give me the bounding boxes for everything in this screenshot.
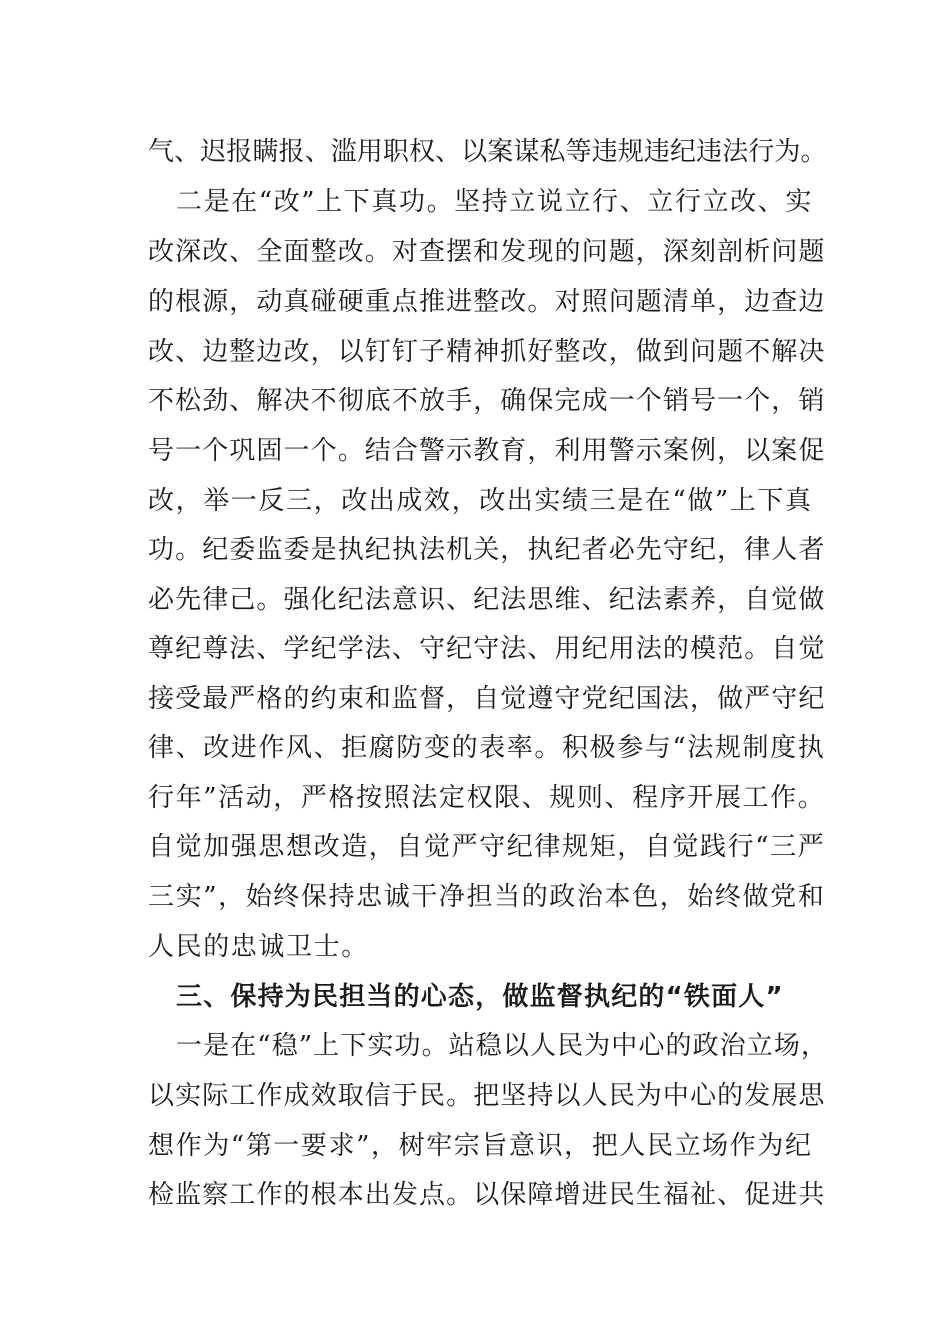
text-line: 气、迟报瞒报、滥用职权、以案谋私等违规违纪违法行为。 [148,137,827,167]
text-line: 一是在“稳”上下实功。站稳以人民为中心的政治立场， [176,1031,829,1061]
text-line: 接受最严格的约束和监督，自觉遵守党纪国法，做严守纪 [148,684,826,714]
section-heading: 三、保持为民担当的心态，做监督执纪的“铁面人” [176,982,784,1012]
text-line: 不松劲、解决不彻底不放手，确保完成一个销号一个，销 [148,386,826,416]
text-line: 检监察工作的根本出发点。以保障增进民生福祉、促进共 [148,1180,826,1210]
text-line: 改，举一反三，改出成效，改出实绩三是在“做”上下真 [148,486,813,516]
text-line: 号一个巩固一个。结合警示教育，利用警示案例，以案促 [148,436,826,466]
text-line: 改、边整边改，以钉钉子精神抓好整改，做到问题不解决 [148,337,826,367]
text-line: 自觉加强思想改造，自觉严守纪律规矩，自觉践行“三严 [148,832,826,862]
text-line: 的根源，动真碰硬重点推进整改。对照问题清单，边查边 [148,287,826,317]
text-line: 必先律己。强化纪法意识、纪法思维、纪法素养，自觉做 [148,585,826,615]
text-line: 功。纪委监委是执纪执法机关，执纪者必先守纪，律人者 [148,535,826,565]
text-line: 改深改、全面整改。对查摆和发现的问题，深刻剖析问题 [148,237,826,267]
text-line: 人民的忠诚卫士。 [148,932,369,962]
text-line: 想作为“第一要求”，树牢宗旨意识，把人民立场作为纪 [148,1131,813,1161]
text-line: 尊纪尊法、学纪学法、守纪守法、用纪用法的模范。自觉 [148,634,826,664]
text-line: 律、改进作风、拒腐防变的表率。积极参与“法规制度执 [148,733,826,763]
text-line: 三实”，始终保持忠诚干净担当的政治本色，始终做党和 [148,882,826,912]
text-line: 二是在“改”上下真功。坚持立说立行、立行立改、实 [176,187,813,217]
text-line: 行年”活动，严格按照法定权限、规则、程序开展工作。 [148,783,826,813]
text-line: 以实际工作成效取信于民。把坚持以人民为中心的发展思 [148,1081,826,1111]
